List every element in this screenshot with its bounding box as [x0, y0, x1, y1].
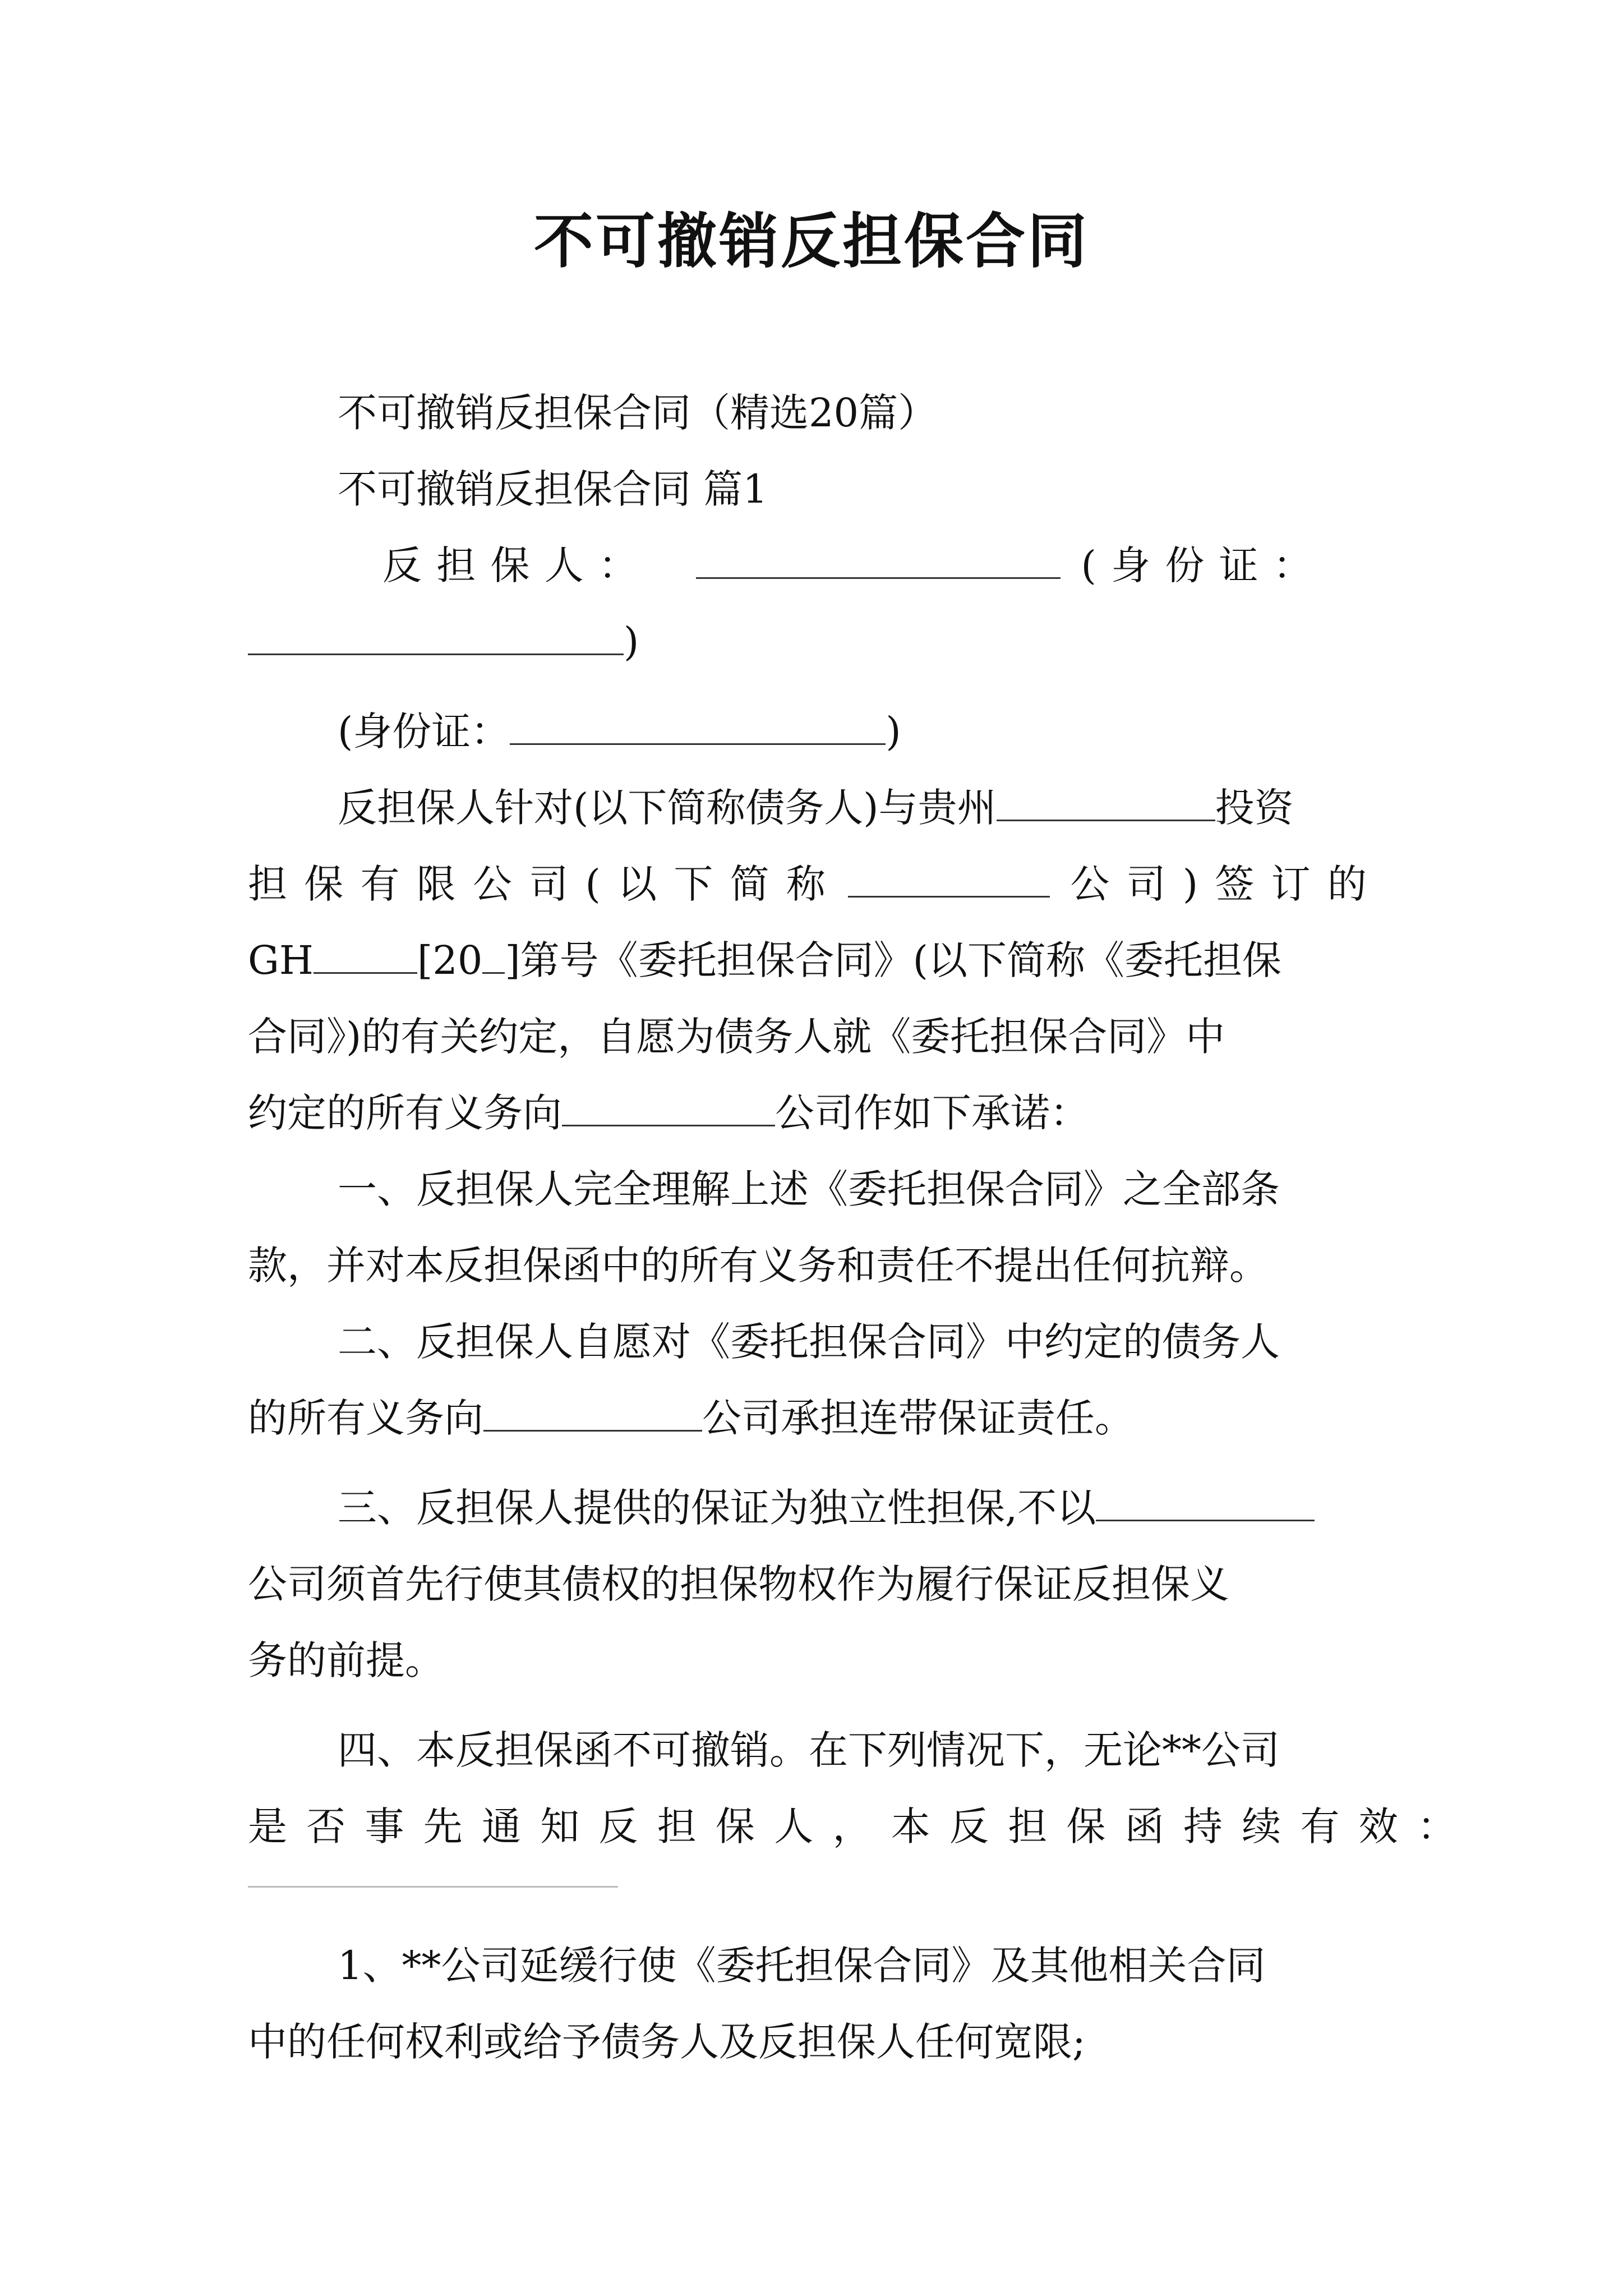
- body-text: 约定的所有义务向: [248, 1090, 562, 1136]
- blank-field: [997, 783, 1215, 821]
- paragraph-line: [248, 1151, 1375, 1227]
- paragraph-line: [248, 1546, 1375, 1622]
- paragraph-line: [248, 846, 1375, 922]
- section-heading: 不可撤销反担保合同 篇1: [338, 466, 768, 512]
- body-text: 一、反担保人完全理解上述《委托担保合同》之全部条: [338, 1166, 1280, 1212]
- body-text: 投资: [1215, 785, 1294, 831]
- paren-text: ): [624, 619, 639, 665]
- paragraph-line: [248, 770, 1375, 846]
- body-text: 公司作如下承诺：: [775, 1090, 1089, 1136]
- paragraph-line: [248, 451, 1375, 527]
- paragraph-line: [248, 604, 1375, 680]
- body-text: 合同》)的有关约定，自愿为债务人就《委托担保合同》中: [248, 1014, 1225, 1060]
- body-text: 是 否 事 先 通 知 反 担 保 人 ， 本 反 担 保 函 持 续 有 效 ：: [248, 1803, 1460, 1849]
- paragraph-line: [248, 922, 1375, 999]
- document-body-continued: [248, 1927, 1375, 2080]
- body-text: 中的任何权利或给予债务人及反担保人任何宽限;: [248, 2019, 1086, 2065]
- blank-field: [562, 1088, 775, 1126]
- body-text: 公司须首先行使其债权的担保物权作为履行保证反担保义: [248, 1561, 1229, 1607]
- blank-field: [510, 706, 886, 745]
- blank-field: [696, 540, 1061, 579]
- body-text: GH: [248, 937, 313, 983]
- paragraph-line: [248, 1622, 1375, 1699]
- paragraph-line: [248, 1075, 1375, 1151]
- field-label: (身份证：: [338, 708, 510, 754]
- body-text: 1、**公司延缓行使《委托担保合同》及其他相关合同: [338, 1943, 1266, 1989]
- body-text: [20: [417, 937, 483, 983]
- body-text: 四、本反担保函不可撤销。在下列情况下，无论**公司: [338, 1727, 1280, 1773]
- paragraph-line: [248, 1380, 1375, 1456]
- field-label: ( 身 份 证 ：: [1081, 542, 1313, 588]
- body-text: 担 保 有 限 公 司 ( 以 下 简 称: [248, 861, 828, 907]
- field-label: 反 担 保 人 ：: [382, 542, 639, 588]
- document-title: 不可撤销反担保合同: [534, 206, 1089, 276]
- body-text: 务的前提。: [248, 1637, 444, 1683]
- blank-field: [848, 859, 1050, 898]
- blank-field: [248, 616, 624, 655]
- paragraph-line: [248, 375, 1375, 451]
- paragraph-line: [248, 1304, 1375, 1380]
- document-body: [248, 375, 1460, 1865]
- paragraph-line: [248, 693, 1375, 770]
- paragraph-line: [248, 1927, 1375, 2004]
- blank-field: [483, 1393, 702, 1432]
- paragraph-line: [248, 527, 1375, 604]
- paragraph-line: [248, 999, 1375, 1075]
- paragraph-line: [248, 1227, 1375, 1304]
- paren-text: ): [886, 708, 901, 754]
- body-text: 公司承担连带保证责任。: [702, 1395, 1134, 1441]
- subtitle-text: 不可撤销反担保合同（精选20篇）: [338, 390, 938, 436]
- body-text: 款，并对本反担保函中的所有义务和责任不提出任何抗辩。: [248, 1243, 1269, 1289]
- paragraph-line: [248, 1712, 1375, 1788]
- body-text: 公 司 ) 签 订 的: [1070, 861, 1369, 907]
- body-text: 反担保人针对(以下简称债务人)与贵州: [338, 785, 997, 831]
- paragraph-line: [248, 1470, 1375, 1546]
- body-text: ]第号《委托担保合同》(以下简称《委托担保: [505, 937, 1281, 983]
- divider: [248, 1886, 618, 1888]
- body-text: 的所有义务向: [248, 1395, 483, 1441]
- blank-field: [313, 935, 417, 974]
- body-text: 二、反担保人自愿对《委托担保合同》中约定的债务人: [338, 1319, 1280, 1365]
- paragraph-line: [248, 2004, 1375, 2080]
- blank-field: [1096, 1483, 1315, 1521]
- paragraph-line: [248, 1788, 1460, 1865]
- body-text: 三、反担保人提供的保证为独立性担保,不以: [338, 1485, 1096, 1531]
- blank-field: [482, 935, 505, 974]
